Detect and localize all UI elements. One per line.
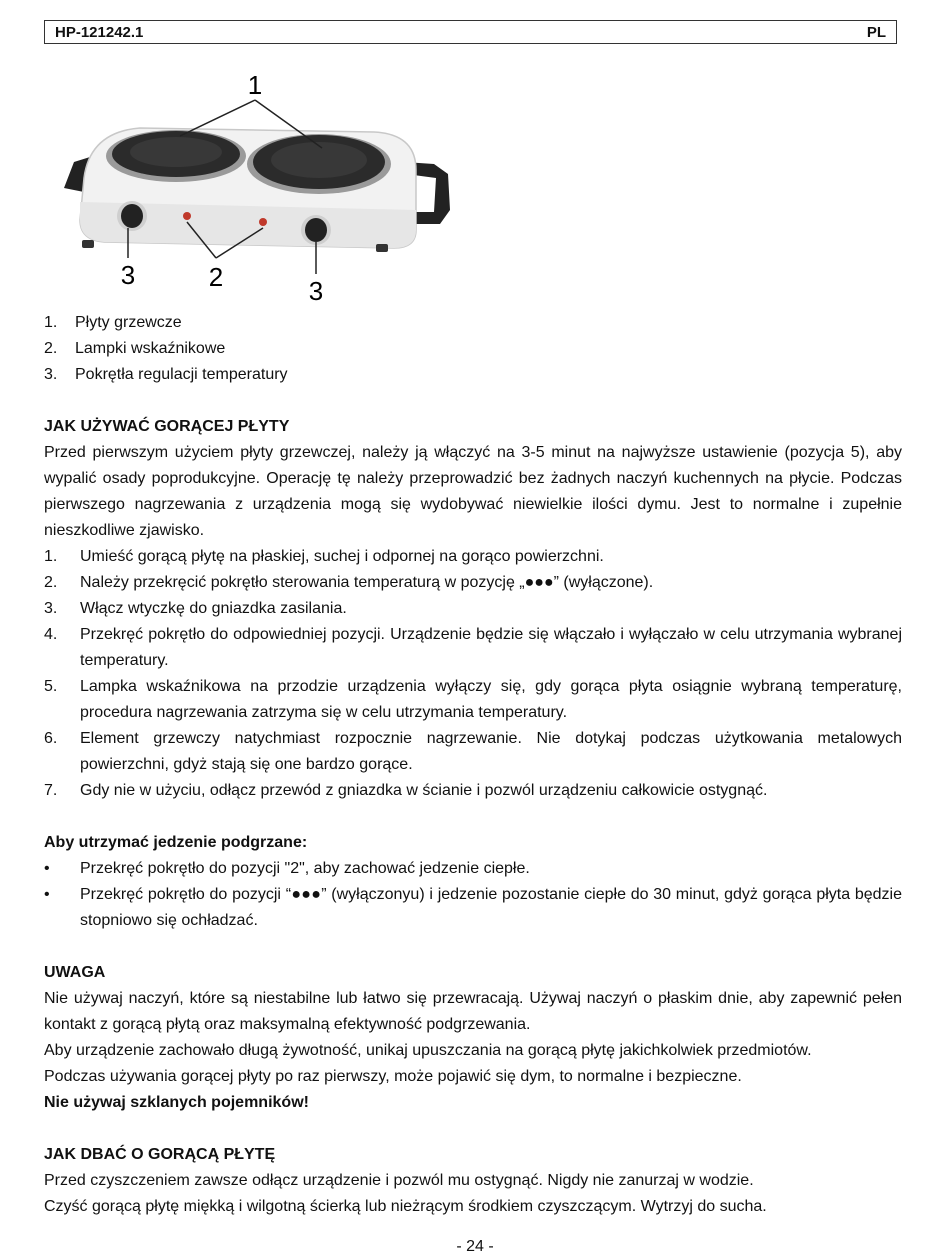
page-number: - 24 - (456, 1238, 494, 1255)
step-text: Należy przekręcić pokrętło sterowania temperaturą w pozycję „●●●” (wyłączone). (80, 574, 654, 591)
item-label: Płyty grzewcze (75, 314, 182, 331)
step-text: Lampka wskaźnikowa na przodzie urządzenia wyłączy się, gdy gorąca płyta osiągnie wybraną temperaturę, procedura nagrzewania zatrzyma się w celu utrzymania temperatury. (80, 678, 902, 721)
step-number: 7. (44, 782, 58, 799)
bullet-text: Przekręć pokrętło do pozycji “●●●” (wyłączonyu) i jedzenie pozostanie ciepłe do 30 minut, gdyż gorąca płyta będzie stopniowo się ochładzać. (80, 886, 902, 929)
section-title-keep-warm: Aby utrzymać jedzenie podgrzane: (44, 834, 308, 851)
plate-center (271, 142, 367, 178)
temperature-knob (121, 204, 143, 228)
callout-1: 1 (247, 70, 263, 100)
indicator-lamp (183, 212, 191, 220)
warning-paragraph: Nie używaj naczyń, które są niestabilne lub łatwo się przewracają. Używaj naczyń o płaskim dnie, aby zapewnić pełen kontakt z gorącą płytą oraz maksymalną efektywność podgrzewania. (44, 990, 902, 1033)
bullet: • (44, 886, 50, 903)
section-title-warning: UWAGA (44, 964, 106, 981)
step-text: Włącz wtyczkę do gniazdka zasilania. (80, 600, 347, 617)
hotplate-illustration (44, 70, 464, 310)
warning-glass: Nie używaj szklanych pojemników! (44, 1094, 309, 1111)
item-label: Lampki wskaźnikowe (75, 340, 226, 357)
step-number: 4. (44, 626, 58, 643)
list-item (44, 726, 902, 778)
callout-3: 3 (308, 276, 324, 306)
step-text: Umieść gorącą płytę na płaskiej, suchej i odpornej na gorąco powierzchni. (80, 548, 604, 565)
callout-3: 3 (120, 260, 136, 290)
item-label: Pokrętła regulacji temperatury (75, 366, 288, 383)
plate-center (130, 137, 222, 167)
bullet-text: Przekręć pokrętło do pozycji "2", aby zachować jedzenie ciepłe. (80, 860, 530, 877)
list-item (44, 336, 902, 362)
indicator-lamp (259, 218, 267, 226)
step-text: Gdy nie w użyciu, odłącz przewód z gniazdka w ścianie i pozwól urządzeniu całkowicie ostygnąć. (80, 782, 768, 799)
language-code: PL (866, 23, 886, 41)
warning-paragraph: Aby urządzenie zachowało długą żywotność, unikaj upuszczania na gorącą płytę jakichkolwiek przedmiotów. (44, 1042, 812, 1059)
step-number: 5. (44, 678, 58, 695)
list-item (44, 544, 902, 570)
page-header (44, 20, 897, 44)
warning-paragraph: Podczas używania gorącej płyty po raz pierwszy, może pojawić się dym, to normalne i bezpieczne. (44, 1068, 742, 1085)
temperature-knob (305, 218, 327, 242)
callout-2: 2 (208, 262, 224, 292)
step-number: 1. (44, 548, 58, 565)
list-item (44, 778, 902, 804)
item-number: 1. (44, 314, 58, 331)
step-text: Przekręć pokrętło do odpowiedniej pozycji. Urządzenie będzie się włączało i wyłączało w celu utrzymania wybranej temperatury. (80, 626, 902, 669)
step-number: 6. (44, 730, 58, 747)
list-item (44, 856, 902, 882)
foot (376, 244, 388, 252)
usage-intro: Przed pierwszym użyciem płyty grzewczej, należy ją włączyć na 3-5 minut na najwyższe ustawienie (pozycja 5), aby wypalić osady poprodukcyjne. Operację tę należy przeprowadzić bez żadnych naczyń kuchennych na płycie. Podczas pierwszego nagrzewania z urządzenia mogą się wydobywać niewielkie ilości dymu. Jest to normalne i zupełnie nieszkodliwe zjawisko. (44, 444, 902, 539)
step-text: Element grzewczy natychmiast rozpocznie nagrzewanie. Nie dotykaj podczas użytkowania metalowych powierzchni, gdyż stają się one bardzo gorące. (80, 730, 902, 773)
list-item (44, 596, 902, 622)
foot (82, 240, 94, 248)
step-number: 2. (44, 574, 58, 591)
item-number: 2. (44, 340, 58, 357)
step-number: 3. (44, 600, 58, 617)
list-item (44, 362, 902, 388)
page-content (44, 310, 902, 1220)
keep-warm-list (44, 856, 902, 934)
section-title-usage: JAK UŻYWAĆ GORĄCEJ PŁYTY (44, 418, 290, 435)
list-item (44, 674, 902, 726)
section-title-care: JAK DBAĆ O GORĄCĄ PŁYTĘ (44, 1146, 276, 1163)
list-item (44, 310, 902, 336)
usage-steps (44, 544, 902, 804)
parts-list (44, 310, 902, 388)
list-item (44, 882, 902, 934)
bullet: • (44, 860, 50, 877)
care-paragraph: Czyść gorącą płytę miękką i wilgotną ścierką lub nieżrącym środkiem czyszczącym. Wytrzyj do sucha. (44, 1198, 767, 1215)
hotplate-figure (44, 70, 464, 310)
model-number: HP-121242.1 (55, 23, 144, 41)
list-item (44, 622, 902, 674)
list-item (44, 570, 902, 596)
item-number: 3. (44, 366, 58, 383)
care-paragraph: Przed czyszczeniem zawsze odłącz urządzenie i pozwól mu ostygnąć. Nigdy nie zanurzaj w wodzie. (44, 1172, 754, 1189)
